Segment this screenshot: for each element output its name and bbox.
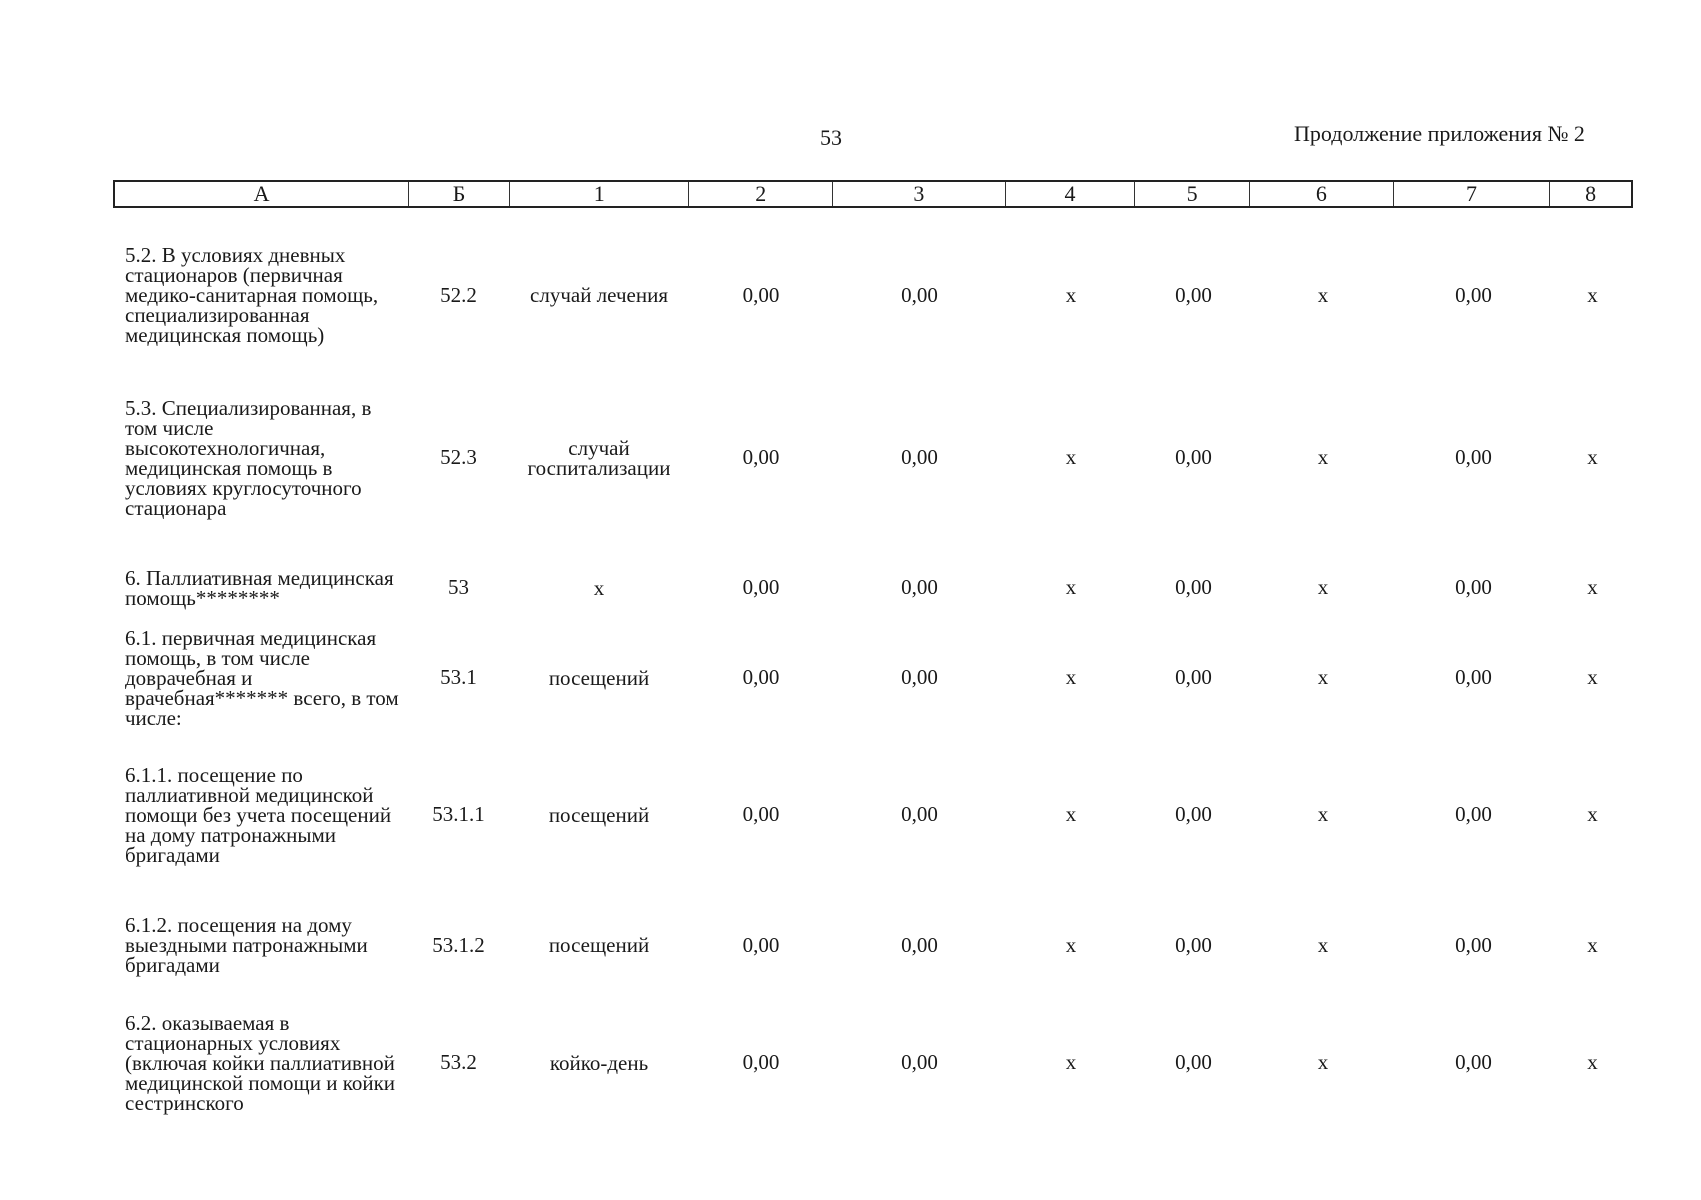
row-col-6: х (1317, 802, 1329, 826)
row-col-4: х (1065, 665, 1077, 689)
row-col-4: х (1065, 445, 1077, 469)
row-col-8: х (1587, 1050, 1598, 1074)
header-cell-4: 4 (1006, 182, 1136, 206)
row-col-2: 0,00 (742, 665, 780, 689)
row-col-5: 0,00 (1175, 802, 1212, 826)
row-col-3: 0,00 (901, 802, 938, 826)
header-cell-3: 3 (833, 182, 1006, 206)
row-col-8: х (1587, 282, 1598, 307)
row-unit: случай лечения (530, 283, 668, 307)
row-col-3: 0,00 (901, 282, 938, 307)
row-unit: х (593, 575, 605, 600)
row-col-2: 0,00 (742, 932, 780, 957)
header-cell-a: А (115, 182, 409, 206)
row-col-5: 0,00 (1175, 575, 1212, 599)
header-cell-8: 8 (1585, 181, 1597, 206)
row-col-7: 0,00 (1455, 665, 1492, 689)
row-col-5: 0,00 (1175, 445, 1212, 469)
row-col-4: х (1065, 932, 1077, 957)
appendix-label: Продолжение приложения № 2 (1294, 121, 1585, 146)
row-col-6: х (1317, 1050, 1329, 1074)
table-row (113, 900, 1633, 990)
header-cell-b: Б (409, 182, 510, 206)
row-col-2: 0,00 (742, 282, 780, 307)
row-col-7: 0,00 (1455, 445, 1492, 469)
row-col-8: х (1587, 802, 1598, 826)
row-col-3: 0,00 (901, 445, 938, 469)
header-cell-2: 2 (689, 182, 833, 206)
row-col-8: х (1587, 445, 1598, 469)
row-name: 6.1. первичная медицинская помощь, в том числе доврачебная и врачебная******* всего, в том числе: (125, 625, 399, 730)
row-unit: случай госпитализации (527, 435, 671, 480)
row-unit: посещений (548, 802, 650, 827)
row-code: 53.2 (440, 1050, 477, 1074)
page-number: 53 (820, 125, 842, 150)
row-col-7: 0,00 (1455, 575, 1492, 599)
row-name: 6.1.2. посещения на дому выездными патронажными бригадами (125, 913, 368, 977)
table-row (113, 550, 1633, 625)
row-col-5: 0,00 (1175, 665, 1212, 689)
table-row (113, 230, 1633, 360)
table-row (113, 385, 1633, 530)
row-col-3: 0,00 (901, 665, 938, 689)
row-name: 5.2. В условиях дневных стационаров (первичная медико-санитарная помощь, специализированная медицинская помощь) (125, 243, 379, 347)
row-code: 53 (448, 575, 469, 599)
row-col-7: 0,00 (1455, 802, 1492, 826)
table-header (113, 180, 1633, 208)
row-col-7: 0,00 (1455, 932, 1492, 957)
row-code: 52.3 (440, 445, 477, 469)
row-col-6: х (1317, 445, 1329, 469)
row-code: 53.1 (440, 665, 477, 689)
row-col-5: 0,00 (1175, 932, 1212, 957)
row-col-6: х (1317, 282, 1329, 307)
row-col-3: 0,00 (901, 1050, 938, 1074)
row-name: 6. Паллиативная медицинская помощь******** (125, 565, 394, 610)
row-col-7: 0,00 (1455, 1050, 1492, 1074)
table-row (113, 625, 1633, 730)
row-unit: посещений (548, 933, 650, 957)
row-col-6: х (1317, 932, 1329, 957)
row-col-7: 0,00 (1455, 282, 1492, 307)
row-unit: койко-день (549, 1050, 649, 1075)
row-name: 6.1.1. посещение по паллиативной медицинской помощи без учета посещений на дому патронажными бригадами (125, 762, 392, 867)
row-col-4: х (1065, 802, 1077, 826)
header-cell-5: 5 (1135, 182, 1250, 206)
row-col-8: х (1587, 665, 1598, 689)
row-unit: посещений (548, 665, 650, 690)
row-col-2: 0,00 (742, 575, 780, 599)
row-col-3: 0,00 (901, 575, 938, 599)
header-cell-6: 6 (1250, 182, 1394, 206)
row-col-4: х (1065, 575, 1077, 599)
row-col-3: 0,00 (901, 932, 938, 957)
header-cell-7: 7 (1394, 182, 1551, 206)
row-col-6: х (1317, 665, 1329, 689)
row-col-4: х (1065, 1050, 1077, 1074)
table-row (113, 752, 1633, 877)
row-code: 52.2 (440, 282, 477, 307)
row-code: 53.1.2 (432, 932, 485, 957)
row-name: 6.2. оказываемая в стационарных условиях (включая койки паллиативной медицинской помощи и койки сестринского (125, 1010, 396, 1115)
row-col-8: х (1587, 932, 1598, 957)
table-row (113, 1000, 1633, 1125)
header-cell-1: 1 (510, 182, 690, 206)
row-col-6: х (1317, 575, 1329, 599)
row-col-4: х (1065, 282, 1077, 307)
row-col-2: 0,00 (742, 445, 780, 469)
row-code: 53.1.1 (432, 802, 485, 826)
row-col-8: х (1587, 575, 1598, 599)
row-name: 5.3. Специализированная, в том числе высокотехнологичная, медицинская помощь в условиях круглосуточного стационара (125, 395, 372, 520)
row-col-2: 0,00 (742, 1050, 780, 1074)
row-col-5: 0,00 (1175, 282, 1212, 307)
row-col-2: 0,00 (742, 802, 780, 826)
row-col-5: 0,00 (1175, 1050, 1212, 1074)
